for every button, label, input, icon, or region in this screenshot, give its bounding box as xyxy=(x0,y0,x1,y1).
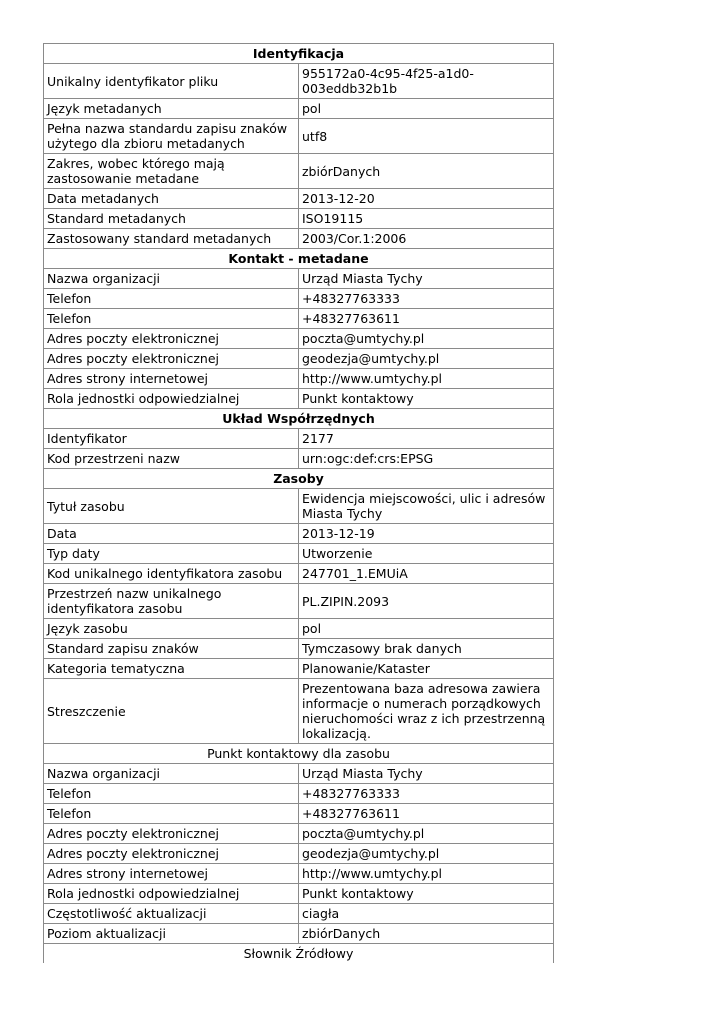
field-label: Adres poczty elektronicznej xyxy=(44,824,299,844)
table-row xyxy=(44,189,554,209)
field-label: Adres poczty elektronicznej xyxy=(44,844,299,864)
field-value: ISO19115 xyxy=(299,209,554,229)
field-label: Język zasobu xyxy=(44,619,299,639)
field-value: geodezja@umtychy.pl xyxy=(299,844,554,864)
field-value: 2177 xyxy=(299,429,554,449)
field-label: Kod unikalnego identyfikatora zasobu xyxy=(44,564,299,584)
section-title: Zasoby xyxy=(44,469,554,489)
field-value: pol xyxy=(299,619,554,639)
section-header-row xyxy=(44,469,554,489)
field-value: Prezentowana baza adresowa zawiera informacje o numerach porządkowych nieruchomości wraz z ich przestrzenną lokalizacją. xyxy=(299,679,554,744)
field-value: Planowanie/Kataster xyxy=(299,659,554,679)
field-value: Utworzenie xyxy=(299,544,554,564)
table-row xyxy=(44,449,554,469)
field-value: utf8 xyxy=(299,119,554,154)
field-label: Identyfikator xyxy=(44,429,299,449)
field-value: geodezja@umtychy.pl xyxy=(299,349,554,369)
field-label: Zastosowany standard metadanych xyxy=(44,229,299,249)
table-row xyxy=(44,584,554,619)
field-value: +48327763611 xyxy=(299,309,554,329)
field-value: Urząd Miasta Tychy xyxy=(299,764,554,784)
field-label: Rola jednostki odpowiedzialnej xyxy=(44,389,299,409)
table-row xyxy=(44,619,554,639)
table-row xyxy=(44,309,554,329)
field-value: 2013-12-19 xyxy=(299,524,554,544)
table-row xyxy=(44,349,554,369)
field-value: 2003/Cor.1:2006 xyxy=(299,229,554,249)
field-label: Data xyxy=(44,524,299,544)
table-row xyxy=(44,119,554,154)
field-label: Telefon xyxy=(44,309,299,329)
field-label: Przestrzeń nazw unikalnego identyfikatora zasobu xyxy=(44,584,299,619)
field-label: Kod przestrzeni nazw xyxy=(44,449,299,469)
table-row xyxy=(44,544,554,564)
table-row xyxy=(44,64,554,99)
field-value: Urząd Miasta Tychy xyxy=(299,269,554,289)
field-value: urn:ogc:def:crs:EPSG xyxy=(299,449,554,469)
field-label: Adres poczty elektronicznej xyxy=(44,349,299,369)
section-header-row xyxy=(44,409,554,429)
field-value: +48327763611 xyxy=(299,804,554,824)
section-header-row xyxy=(44,249,554,269)
field-label: Poziom aktualizacji xyxy=(44,924,299,944)
table-row xyxy=(44,269,554,289)
field-value: zbiórDanych xyxy=(299,154,554,189)
table-row xyxy=(44,884,554,904)
section-header-row xyxy=(44,744,554,764)
table-row xyxy=(44,764,554,784)
table-row xyxy=(44,784,554,804)
table-row xyxy=(44,844,554,864)
table-row xyxy=(44,804,554,824)
field-label: Adres poczty elektronicznej xyxy=(44,329,299,349)
field-value: poczta@umtychy.pl xyxy=(299,824,554,844)
section-header-row xyxy=(44,44,554,64)
field-value: http://www.umtychy.pl xyxy=(299,369,554,389)
field-value: Punkt kontaktowy xyxy=(299,884,554,904)
metadata-table-body xyxy=(44,44,554,964)
table-row xyxy=(44,99,554,119)
table-row xyxy=(44,924,554,944)
field-label: Telefon xyxy=(44,784,299,804)
field-value: PL.ZIPIN.2093 xyxy=(299,584,554,619)
field-label: Język metadanych xyxy=(44,99,299,119)
field-label: Kategoria tematyczna xyxy=(44,659,299,679)
field-label: Częstotliwość aktualizacji xyxy=(44,904,299,924)
field-value: poczta@umtychy.pl xyxy=(299,329,554,349)
section-title: Układ Współrzędnych xyxy=(44,409,554,429)
table-row xyxy=(44,864,554,884)
table-row xyxy=(44,154,554,189)
section-header-row xyxy=(44,944,554,964)
field-label: Telefon xyxy=(44,804,299,824)
table-row xyxy=(44,289,554,309)
field-value: 247701_1.EMUiA xyxy=(299,564,554,584)
table-row xyxy=(44,369,554,389)
field-value: ciagła xyxy=(299,904,554,924)
field-value: http://www.umtychy.pl xyxy=(299,864,554,884)
table-row xyxy=(44,209,554,229)
field-value: +48327763333 xyxy=(299,784,554,804)
field-label: Standard metadanych xyxy=(44,209,299,229)
metadata-document xyxy=(43,43,554,963)
table-row xyxy=(44,489,554,524)
table-row xyxy=(44,524,554,544)
metadata-table xyxy=(43,43,554,963)
table-row xyxy=(44,659,554,679)
table-row xyxy=(44,824,554,844)
section-title: Punkt kontaktowy dla zasobu xyxy=(44,744,554,764)
field-value: 955172a0-4c95-4f25-a1d0-003eddb32b1b xyxy=(299,64,554,99)
table-row xyxy=(44,229,554,249)
table-row xyxy=(44,639,554,659)
field-label: Streszczenie xyxy=(44,679,299,744)
field-value: zbiórDanych xyxy=(299,924,554,944)
table-row xyxy=(44,904,554,924)
field-label: Pełna nazwa standardu zapisu znaków użytego dla zbioru metadanych xyxy=(44,119,299,154)
table-row xyxy=(44,429,554,449)
table-row xyxy=(44,389,554,409)
section-title: Słownik Źródłowy xyxy=(44,944,554,964)
field-value: pol xyxy=(299,99,554,119)
field-value: Ewidencja miejscowości, ulic i adresów Miasta Tychy xyxy=(299,489,554,524)
table-row xyxy=(44,329,554,349)
field-label: Telefon xyxy=(44,289,299,309)
field-label: Adres strony internetowej xyxy=(44,369,299,389)
field-label: Adres strony internetowej xyxy=(44,864,299,884)
field-label: Nazwa organizacji xyxy=(44,764,299,784)
field-label: Data metadanych xyxy=(44,189,299,209)
table-row xyxy=(44,679,554,744)
field-value: Punkt kontaktowy xyxy=(299,389,554,409)
table-row xyxy=(44,564,554,584)
field-label: Rola jednostki odpowiedzialnej xyxy=(44,884,299,904)
field-label: Zakres, wobec którego mają zastosowanie metadane xyxy=(44,154,299,189)
field-label: Tytuł zasobu xyxy=(44,489,299,524)
field-label: Unikalny identyfikator pliku xyxy=(44,64,299,99)
field-value: +48327763333 xyxy=(299,289,554,309)
section-title: Identyfikacja xyxy=(44,44,554,64)
section-title: Kontakt - metadane xyxy=(44,249,554,269)
field-label: Typ daty xyxy=(44,544,299,564)
field-value: Tymczasowy brak danych xyxy=(299,639,554,659)
field-value: 2013-12-20 xyxy=(299,189,554,209)
field-label: Standard zapisu znaków xyxy=(44,639,299,659)
field-label: Nazwa organizacji xyxy=(44,269,299,289)
